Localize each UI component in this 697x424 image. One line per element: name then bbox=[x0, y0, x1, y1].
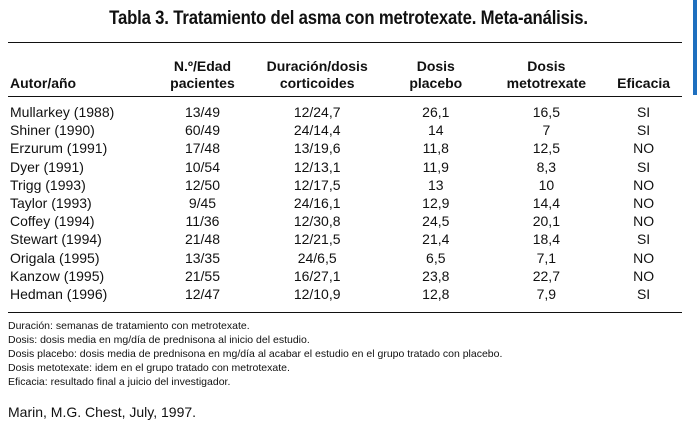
cell-pacientes: 12/47 bbox=[184, 285, 220, 302]
table-row bbox=[8, 212, 682, 230]
cell-autor: Shiner (1990) bbox=[10, 122, 95, 139]
cell-metotrexate: 10 bbox=[538, 176, 555, 193]
cell-placebo: 26,1 bbox=[422, 104, 450, 121]
cell-duracion: 12/30,8 bbox=[293, 213, 341, 230]
cell-eficacia: NO bbox=[633, 176, 655, 193]
cell-placebo: 13 bbox=[427, 176, 444, 193]
cell-autor: Mullarkey (1988) bbox=[10, 104, 115, 121]
cell-metotrexate: 14,4 bbox=[532, 195, 560, 212]
cell-placebo: 11,9 bbox=[422, 158, 449, 175]
table-title: Tabla 3. Tratamiento del asma con metrotexate. Meta-análisis. bbox=[109, 8, 588, 29]
cell-pacientes: 9/45 bbox=[188, 195, 217, 212]
table-row bbox=[8, 176, 682, 194]
header-placebo bbox=[384, 48, 488, 95]
table-row bbox=[8, 230, 682, 248]
header-metotrexate-line2: metotrexate bbox=[506, 75, 587, 91]
header-placebo-line2: placebo bbox=[409, 75, 463, 91]
cell-placebo: 21,4 bbox=[422, 231, 450, 248]
top-rule bbox=[8, 42, 682, 43]
cell-duracion: 13/19,6 bbox=[293, 140, 341, 157]
header-placebo-line1: Dosis bbox=[416, 58, 455, 74]
cell-duracion: 12/24,7 bbox=[293, 104, 341, 121]
cell-placebo: 6,5 bbox=[426, 249, 446, 266]
footnote-dosis-placebo: Dosis placebo: dosis media de prednisona en mg/día al acabar el estudio en el grupo tratado con placebo. bbox=[8, 348, 503, 360]
header-eficacia bbox=[605, 48, 682, 95]
cell-pacientes: 13/35 bbox=[184, 249, 220, 266]
table-row bbox=[8, 121, 682, 139]
header-duracion bbox=[250, 48, 384, 95]
footnotes bbox=[8, 319, 502, 389]
cell-pacientes: 10/54 bbox=[184, 158, 220, 175]
cell-pacientes: 12/50 bbox=[184, 176, 220, 193]
cell-eficacia: NO bbox=[633, 249, 655, 266]
footnote-eficacia: Eficacia: resultado final a juicio del investigador. bbox=[8, 376, 231, 388]
cell-pacientes: 11/36 bbox=[185, 213, 220, 230]
cell-autor: Taylor (1993) bbox=[10, 195, 92, 212]
table-row bbox=[8, 194, 682, 212]
cell-eficacia: NO bbox=[633, 267, 655, 284]
cell-placebo: 24,5 bbox=[422, 213, 450, 230]
cell-duracion: 24/6,5 bbox=[297, 249, 337, 266]
table-row bbox=[8, 267, 682, 285]
cell-eficacia: NO bbox=[633, 195, 655, 212]
cell-metotrexate: 18,4 bbox=[532, 231, 560, 248]
bottom-rule bbox=[8, 312, 682, 313]
header-pacientes bbox=[155, 48, 251, 95]
meta-analysis-table bbox=[8, 48, 682, 303]
cell-placebo: 12,9 bbox=[422, 195, 450, 212]
table-row bbox=[8, 158, 682, 176]
cell-placebo: 23,8 bbox=[422, 267, 450, 284]
header-metotrexate bbox=[488, 48, 606, 95]
cell-duracion: 12/10,9 bbox=[293, 285, 341, 302]
cell-eficacia: NO bbox=[633, 140, 655, 157]
cell-metotrexate: 7,1 bbox=[536, 249, 557, 266]
cell-metotrexate: 20,1 bbox=[532, 213, 560, 230]
cell-pacientes: 60/49 bbox=[184, 122, 220, 139]
footnote-dosis-metotexate: Dosis metotexate: idem en el grupo tratado con metrotexate. bbox=[8, 362, 290, 374]
cell-placebo: 11,8 bbox=[422, 140, 449, 157]
cell-autor: Erzurum (1991) bbox=[10, 140, 108, 157]
cell-metotrexate: 8,3 bbox=[536, 158, 557, 175]
table-row bbox=[8, 285, 682, 303]
table-row bbox=[8, 139, 682, 157]
cell-metotrexate: 7,9 bbox=[536, 285, 557, 302]
source-citation: Marin, M.G. Chest, July, 1997. bbox=[8, 404, 197, 420]
cell-autor: Origala (1995) bbox=[10, 249, 100, 266]
cell-autor: Kanzow (1995) bbox=[10, 267, 105, 284]
cell-pacientes: 21/48 bbox=[184, 231, 220, 248]
cell-eficacia: SI bbox=[636, 285, 651, 302]
header-autor bbox=[8, 48, 155, 95]
cell-eficacia: NO bbox=[633, 213, 655, 230]
header-eficacia-label: Eficacia bbox=[617, 75, 671, 91]
cell-metotrexate: 16,5 bbox=[532, 104, 560, 121]
cell-autor: Hedman (1996) bbox=[10, 285, 108, 302]
header-duracion-line2: corticoides bbox=[279, 75, 355, 91]
cell-eficacia: SI bbox=[636, 104, 651, 121]
cell-autor: Trigg (1993) bbox=[10, 176, 86, 193]
header-autor-label: Autor/año bbox=[10, 75, 77, 91]
cell-eficacia: SI bbox=[636, 231, 651, 248]
cell-pacientes: 21/55 bbox=[184, 267, 220, 284]
header-duracion-line1: Duración/dosis bbox=[266, 58, 368, 74]
cell-pacientes: 13/49 bbox=[184, 104, 220, 121]
cell-metotrexate: 12,5 bbox=[532, 140, 560, 157]
edge-accent-strip bbox=[693, 0, 697, 95]
cell-eficacia: SI bbox=[636, 122, 651, 139]
cell-duracion: 12/21,5 bbox=[293, 231, 341, 248]
cell-placebo: 12,8 bbox=[422, 285, 450, 302]
footnote-dosis: Dosis: dosis media en mg/día de prednisona al inicio del estudio. bbox=[8, 334, 310, 346]
header-pacientes-line1: N.º/Edad bbox=[173, 58, 232, 74]
footnote-duracion: Duración: semanas de tratamiento con metrotexate. bbox=[8, 320, 250, 332]
cell-duracion: 12/17,5 bbox=[293, 176, 341, 193]
cell-metotrexate: 7 bbox=[542, 122, 551, 139]
cell-pacientes: 17/48 bbox=[184, 140, 220, 157]
cell-duracion: 16/27,1 bbox=[293, 267, 341, 284]
cell-duracion: 24/14,4 bbox=[293, 122, 341, 139]
cell-metotrexate: 22,7 bbox=[532, 267, 560, 284]
cell-autor: Coffey (1994) bbox=[10, 213, 95, 230]
header-pacientes-line2: pacientes bbox=[170, 75, 235, 91]
cell-duracion: 24/16,1 bbox=[293, 195, 341, 212]
cell-placebo: 14 bbox=[427, 122, 444, 139]
cell-duracion: 12/13,1 bbox=[293, 158, 341, 175]
cell-eficacia: SI bbox=[636, 158, 651, 175]
cell-autor: Dyer (1991) bbox=[10, 158, 84, 175]
header-metotrexate-line1: Dosis bbox=[527, 58, 566, 74]
header-row bbox=[8, 48, 682, 95]
cell-autor: Stewart (1994) bbox=[10, 231, 102, 248]
table-row bbox=[8, 95, 682, 121]
table-body bbox=[8, 95, 682, 303]
table-row bbox=[8, 249, 682, 267]
